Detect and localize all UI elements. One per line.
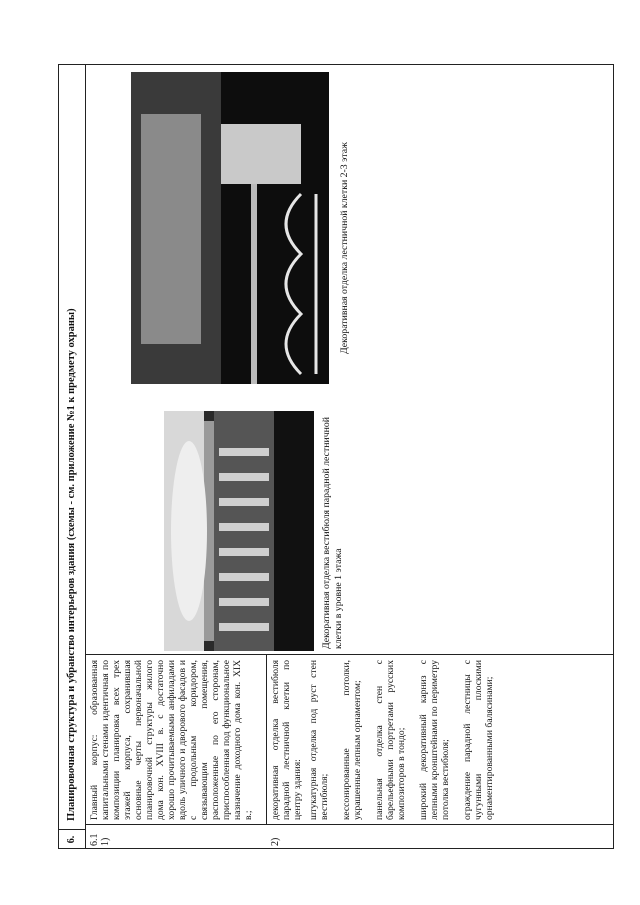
row-2-paragraph-3: кессонированные потолки, украшенные лепным орнаментом; [341, 660, 363, 820]
section-number: 6. [58, 829, 86, 849]
rotated-page [58, 64, 614, 849]
description-column [86, 654, 614, 824]
photos-column [86, 64, 614, 654]
number-column [86, 824, 614, 849]
row-1-text: Главный корпус: образованная капитальными стенами идентичная по композиции планировка всех трех этажей корпуса, сохранившая основные черты первоначальной планировочной структуры жилого дома кон. XVIII в. с достаточно хорошо прочитываемыми анфиладами вдоль уличного и дворового фасадов и с продольным коридором, связывающим помещения, расположенные по его сторонам, приспособленная под функциональное назначение доходного дома кон. XIX в.; [89, 660, 254, 820]
vestibule-photo [164, 411, 314, 651]
row-2-paragraph-5: широкий декоративный карниз с лепными кронштейнами по периметру потолка вестибюля; [418, 660, 451, 820]
row-number-2: 2) [270, 837, 281, 846]
vestibule-photo-caption: Декоративная отделка вестибюля парадной лестничной клетки в уровне 1 этажа [321, 416, 344, 649]
row-2-paragraph-1: декоративная отделка вестибюля парадной лестничной клетки по центру здания: [270, 660, 303, 820]
staircase-photo-caption: Декоративная отделка лестничной клетки 2-3 этаж [339, 142, 350, 354]
staircase-photo [131, 72, 329, 384]
row-2-paragraph-6: ограждение парадной лестницы с чугунными плоскими орнаментированными балясинами; [462, 660, 495, 820]
row-2-paragraph-4: панельная отделка стен с барельефными портретами русских композиторов в тондо; [374, 660, 407, 820]
row-number-1: 6.1 1) [89, 833, 111, 846]
section-title: Планировочная структура и убранство интерьеров здания (схемы - см. приложение №1 к предмету охраны) [58, 64, 86, 829]
row-divider [266, 655, 267, 824]
row-2-paragraph-2: штукатурная отделка под руст стен вестибюля; [308, 660, 330, 820]
